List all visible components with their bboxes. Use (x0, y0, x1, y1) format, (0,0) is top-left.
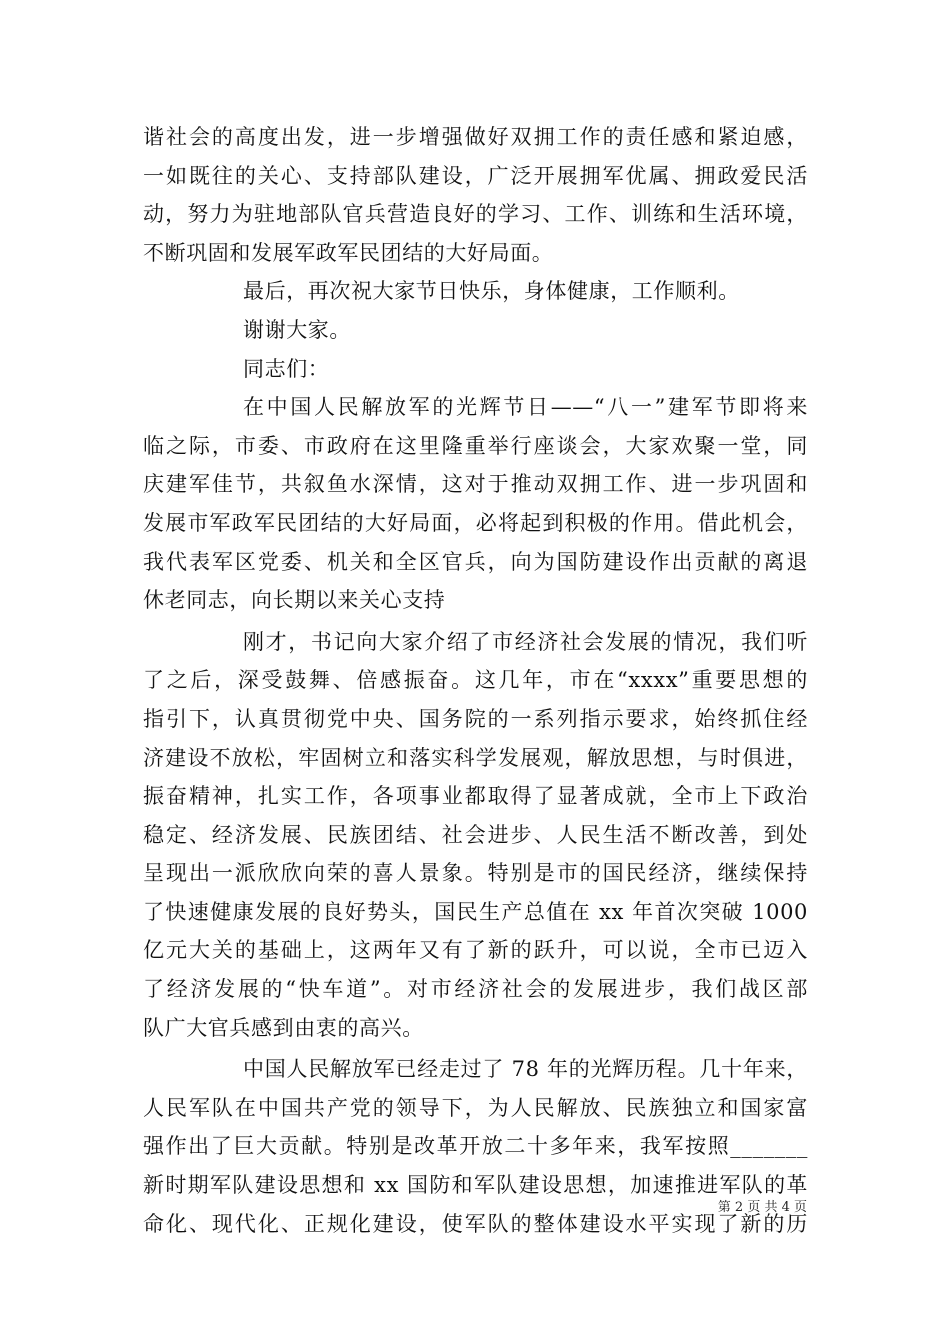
text-line: 我代表军区党委、机关和全区官兵，向为国防建设作出贡献的离退 (143, 549, 808, 574)
text-line: 人民军队在中国共产党的领导下，为人民解放、民族独立和国家富 (143, 1095, 808, 1120)
text-line: 了经济发展的“快车道”。对市经济社会的发展进步，我们战区部 (143, 977, 808, 1002)
text-line: 刚才，书记向大家介绍了市经济社会发展的情况，我们听 (243, 629, 808, 654)
text-line: 中国人民解放军已经走过了 78 年的光辉历程。几十年来， (243, 1057, 808, 1082)
text-line: 指引下，认真贯彻党中央、国务院的一系列指示要求，始终抓住经 (143, 706, 808, 731)
document-body (143, 118, 808, 1243)
text-line: 动，努力为驻地部队官兵营造良好的学习、工作、训练和生活环境， (143, 202, 808, 227)
text-line: 新时期军队建设思想和 xx 国防和军队建设思想，加速推进军队的革 (143, 1173, 808, 1198)
text-line: 一如既往的关心、支持部队建设，广泛开展拥军优属、拥政爱民活 (143, 163, 808, 188)
text-line: 在中国人民解放军的光辉节日——“八一”建军节即将来 (243, 395, 808, 420)
text-line: 庆建军佳节，共叙鱼水深情，这对于推动双拥工作、进一步巩固和 (143, 472, 808, 497)
salutation-line: 同志们： (243, 356, 330, 381)
text-line: 发展市军政军民团结的大好局面，必将起到积极的作用。借此机会， (143, 510, 808, 535)
text-line: 谐社会的高度出发，进一步增强做好双拥工作的责任感和紧迫感， (143, 125, 808, 149)
text-line: 济建设不放松，牢固树立和落实科学发展观，解放思想，与时俱进， (143, 745, 808, 770)
text-line: 队广大官兵感到由衷的高兴。 (143, 1015, 424, 1040)
text-line: 命化、现代化、正规化建设，使军队的整体建设水平实现了新的历 (143, 1211, 808, 1236)
text-line: 振奋精神，扎实工作，各项事业都取得了显著成就，全市上下政治 (143, 784, 808, 809)
text-line: 呈现出一派欣欣向荣的喜人景象。特别是市的国民经济，继续保持 (143, 861, 808, 886)
text-line: 临之际，市委、市政府在这里隆重举行座谈会，大家欢聚一堂，同 (143, 433, 808, 458)
thanks-line: 谢谢大家。 (243, 317, 351, 342)
text-line: 了快速健康发展的良好势头，国民生产总值在 xx 年首次突破 1000 (143, 899, 808, 924)
text-line: 亿元大关的基础上，这两年又有了新的跃升，可以说，全市已迈入 (143, 938, 808, 963)
text-line: 不断巩固和发展军政军民团结的大好局面。 (143, 240, 554, 265)
page-number: 第 2 页 共 4 页 (717, 1200, 807, 1215)
closing-wishes-line: 最后，再次祝大家节日快乐，身体健康，工作顺利。 (243, 279, 740, 304)
text-line: 强作出了巨大贡献。特别是改革开放二十多年来，我军按照_______ (143, 1134, 808, 1159)
text-line: 了之后，深受鼓舞、倍感振奋。这几年，市在“xxxx”重要思想的 (143, 668, 808, 693)
text-line: 休老同志，向长期以来关心支持 (143, 588, 446, 613)
text-line: 稳定、经济发展、民族团结、社会进步、人民生活不断改善，到处 (143, 822, 808, 847)
